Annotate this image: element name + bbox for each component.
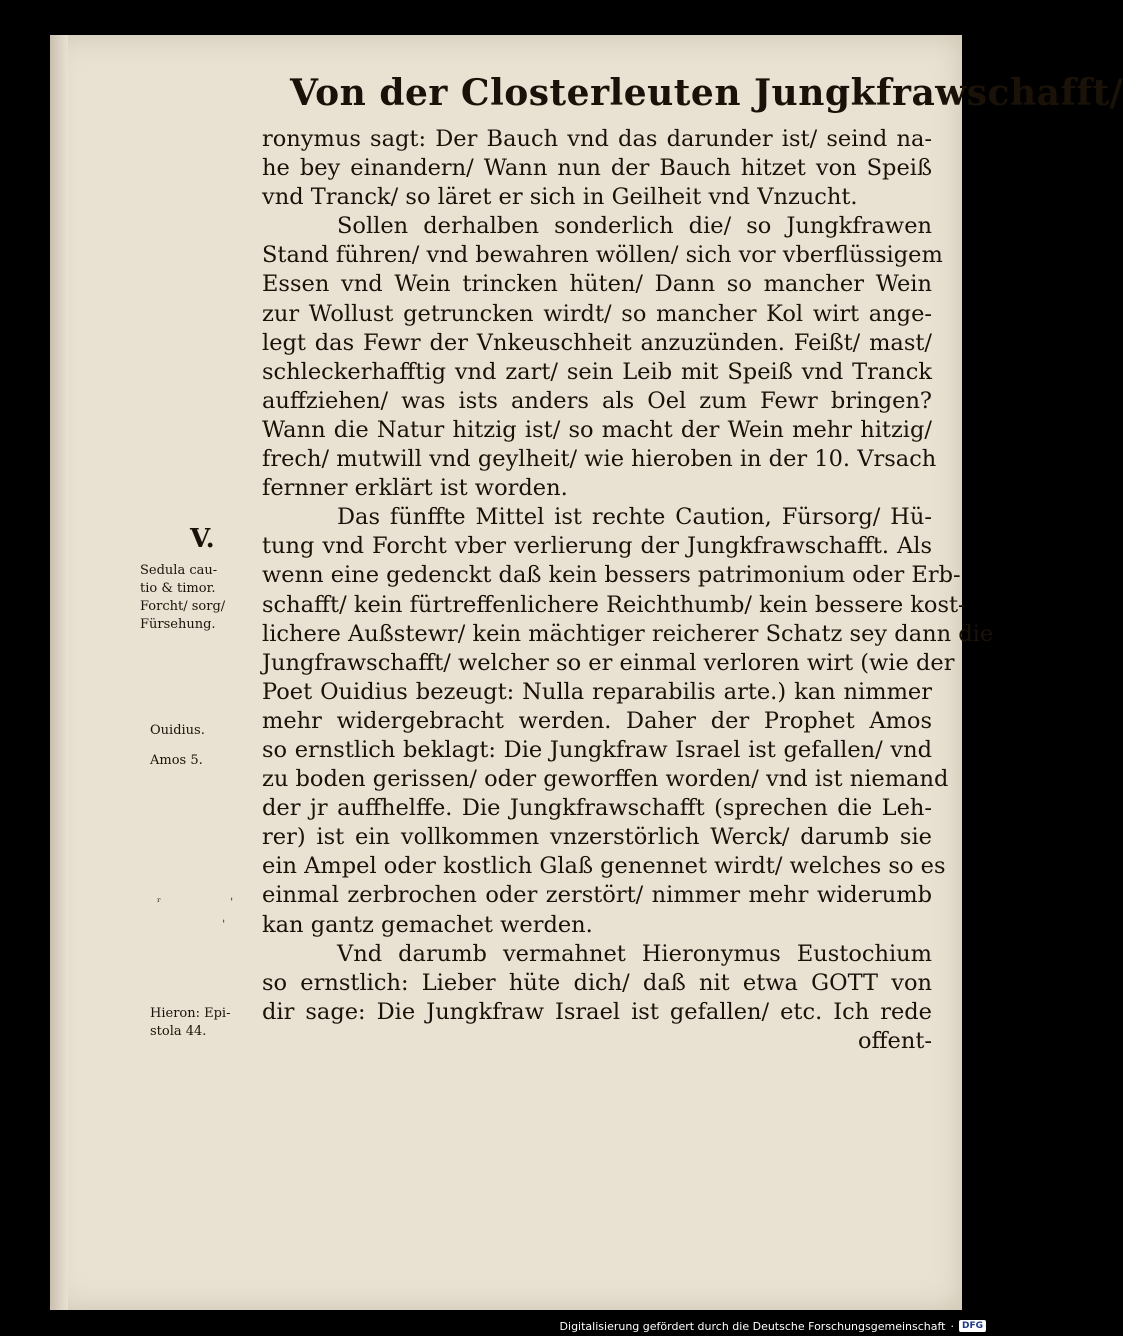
text-line: Stand führen/ vnd bewahren wöllen/ sich vor vberflüssigem: [262, 242, 943, 269]
margin-note-amos: Amos 5.: [150, 753, 203, 768]
text-line: wenn eine gedenckt daß kein bessers patrimonium oder Erb‑: [262, 562, 961, 589]
text-line: legt das Fewr der Vnkeuschheit anzuzünden. Feißt/ mast/: [262, 329, 932, 356]
margin-note-hieron: [150, 1005, 230, 1041]
running-head: Von der Closterleuten Jungkfrawschafft/: [290, 72, 1123, 114]
margin-note-line: stola 44.: [150, 1024, 207, 1039]
main-text-block: [262, 125, 994, 1056]
text-line: Jungfrawschafft/ welcher so er einmal verloren wirt (wie der: [262, 649, 955, 676]
ink-speck: ˌ: [222, 910, 226, 924]
text-line: einmal zerbrochen oder zerstört/ nimmer mehr widerumb: [262, 882, 932, 909]
text-line: Essen vnd Wein trincken hüten/ Dann so mancher Wein: [262, 271, 932, 298]
text-line: der jr auffhelffe. Die Jungkfrawschafft (sprechen die Leh‑: [262, 795, 932, 822]
text-line: fernner erklärt ist worden.: [262, 475, 568, 502]
text-line: dir sage: Die Jungkfraw Israel ist gefallen/ etc. Ich rede: [262, 998, 932, 1025]
text-line: Sollen derhalben sonderlich die/ so Jungkfrawen: [337, 213, 932, 240]
ink-speck: ʳ: [157, 895, 162, 909]
margin-note-line: tio & timor.: [140, 581, 216, 596]
ink-speck: ˌ: [230, 888, 234, 902]
text-line: lichere Außstewr/ kein mächtiger reicherer Schatz sey dann die: [262, 620, 994, 647]
text-line: kan gantz gemachet werden.: [262, 911, 593, 938]
dfg-logo-icon: DFG: [959, 1320, 986, 1332]
margin-section-number: V.: [190, 524, 215, 554]
page-gutter-shadow: [50, 35, 68, 1310]
text-line: so ernstlich beklagt: Die Jungkfraw Israel ist gefallen/ vnd: [262, 736, 932, 763]
text-line: frech/ mutwill vnd geylheit/ wie hieroben in der 10. Vrsach: [262, 446, 937, 473]
text-line: mehr widergebracht werden. Daher der Prophet Amos: [262, 707, 932, 734]
footer-credit: [560, 1316, 986, 1336]
margin-note-line: Sedula cau‑: [140, 563, 218, 578]
text-line: zu boden gerissen/ oder geworffen worden/ vnd ist niemand: [262, 766, 949, 793]
text-line: ronymus sagt: Der Bauch vnd das darunder ist/ seind na‑: [262, 126, 932, 152]
margin-note-line: Fürsehung.: [140, 617, 216, 632]
text-line: so ernstlich: Lieber hüte dich/ daß nit etwa GOTT von: [262, 969, 932, 996]
text-line: Das fünffte Mittel ist rechte Caution, Fürsorg/ Hü‑: [337, 504, 932, 531]
text-line: schafft/ kein fürtreffenlichere Reichthumb/ kein bessere kost‑: [262, 591, 966, 618]
margin-note-line: Forcht/ sorg/: [140, 599, 226, 614]
margin-note-line: Hieron: Epi‑: [150, 1006, 231, 1021]
text-line: schleckerhafftig vnd zart/ sein Leib mit Speiß vnd Tranck: [262, 358, 932, 385]
text-line: zur Wollust getruncken wirdt/ so mancher Kol wirt ange‑: [262, 300, 932, 327]
text-line: ein Ampel oder kostlich Glaß genennet wirdt/ welches so es: [262, 853, 946, 880]
catchword: offent‑: [858, 1027, 932, 1054]
text-line: Wann die Natur hitzig ist/ so macht der Wein mehr hitzig/: [262, 416, 932, 443]
margin-note-ouidius: Ouidius.: [150, 723, 205, 738]
margin-note-sedula: [140, 562, 225, 634]
text-line: rer) ist ein vollkommen vnzerstörlich Werck/ darumb sie: [262, 824, 932, 851]
text-line: he bey einandern/ Wann nun der Bauch hitzet von Speiß: [262, 155, 932, 182]
text-line: auffziehen/ was ists anders als Oel zum Fewr bringen?: [262, 387, 932, 414]
footer-text: Digitalisierung gefördert durch die Deutsche Forschungsgemeinschaft: [559, 1319, 946, 1333]
text-line: vnd Tranck/ so läret er sich in Geilheit vnd Vnzucht.: [262, 184, 858, 211]
text-line: Poet Ouidius bezeugt: Nulla reparabilis arte.) kan nimmer: [262, 678, 932, 705]
footer-separator: ·: [950, 1319, 954, 1333]
text-line: Vnd darumb vermahnet Hieronymus Eustochium: [337, 940, 932, 967]
text-line: tung vnd Forcht vber verlierung der Jungkfrawschafft. Als: [262, 533, 932, 560]
